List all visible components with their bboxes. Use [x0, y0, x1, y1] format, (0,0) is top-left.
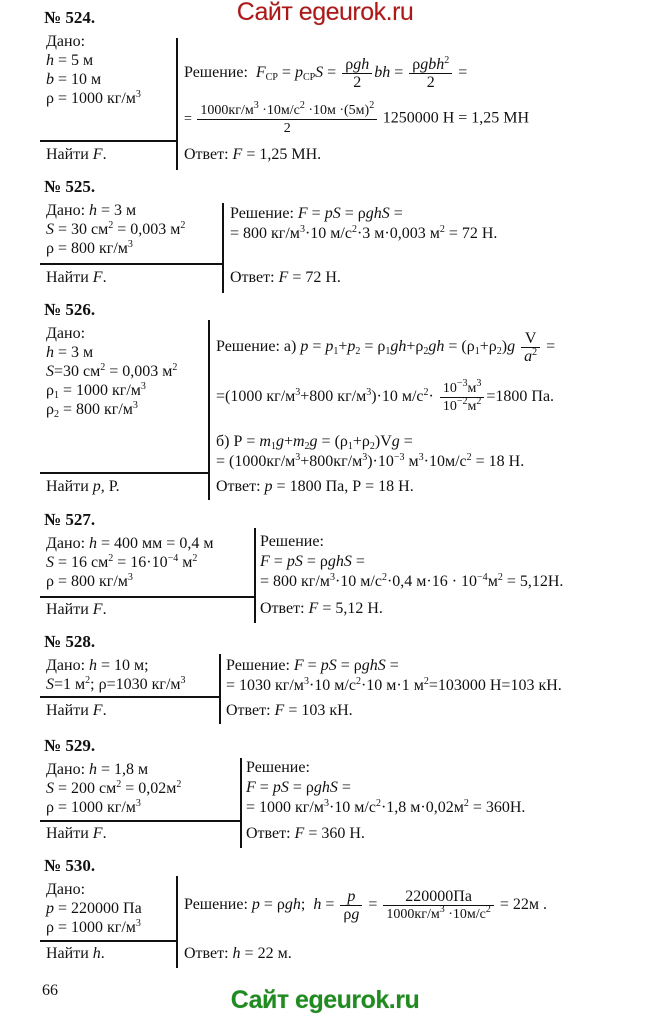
problem-number: № 529. [44, 736, 96, 755]
problem-525 [40, 177, 640, 292]
answer: Ответ: p = 1800 Па, Р = 18 Н. [216, 478, 414, 495]
given-item: p = 220000 Па [46, 900, 142, 917]
solution: Решение: p = ρgh; h = $\frac{p}{\rho g}$ = $\frac{220000Па}{1000кг/м^3 \cdot 10м/с^2}$ = 22м . [184, 888, 547, 923]
problem-526 [40, 300, 640, 502]
divider-line [208, 320, 210, 500]
given-item: ρ = 1000 $кг/м^3$ [46, 89, 141, 107]
find-label: Найти F. [46, 601, 107, 618]
problem-524 [40, 8, 640, 170]
given-block [46, 32, 141, 108]
given-label: Дано: [46, 33, 86, 50]
given-item: ρ = 1000 $кг/м^3$ [46, 918, 141, 936]
solution: Решение: F = pS = ρghS = = 1000 $кг/м^3\cdot 10$ $м/с^2\cdot 1,8$ $м\cdot 0,02м^2 = 360Н$. [246, 759, 526, 816]
given-item: $\rho_2 = 800$ $кг/м^3$ [46, 400, 138, 420]
given-item: S=1 $м^2$; ρ=1030 $кг/м^3$ [46, 675, 186, 693]
problem-number: № 526. [44, 300, 96, 319]
given-item: ρ = 800 $кг/м^3$ [46, 572, 133, 590]
divider-line [254, 528, 256, 623]
given-item: Дано: h = 1,8 м [46, 761, 149, 778]
problem-number: № 530. [44, 856, 96, 875]
problem-number: № 525. [44, 177, 96, 196]
divider-line [240, 758, 242, 848]
divider-line [40, 696, 220, 698]
given-item: ρ = 800 $кг/м^3$ [46, 239, 133, 257]
given-label: Дано: [46, 881, 86, 898]
site-watermark-bottom: Сайт egeurok.ru [230, 986, 420, 1014]
given-block [46, 760, 181, 817]
given-label: Дано: [46, 325, 86, 342]
solution: Решение: F = pS = ρghS = = 800 $кг/м^3\cdot 10$ $м/с^2\cdot 0,4$ $м\cdot 16 \cdot 10^{-4}м^2 = 5,12Н$. [260, 533, 564, 590]
answer: Ответ: F = 72 Н. [230, 269, 341, 286]
answer: Ответ: F = 103 кН. [226, 702, 353, 719]
find-label: Найти F. [46, 269, 107, 286]
divider-line [40, 940, 178, 942]
solution: Решение: F = pS = ρghS = = 800 $кг/м^3\cdot 10$ $м/с^2\cdot 3$ м·0,003 $м^2 = 72$ Н. [230, 205, 498, 242]
given-item: S = 30 $см^2 = 0,003$ $м^2$ [46, 220, 186, 238]
problem-527 [40, 510, 640, 622]
solution-a: Решение: а) $p = p_1+p_2 = \rho_1gh+\rho_2gh = (\rho_1+\rho_2)g$ $\frac{V}{a^2}$ = [216, 330, 556, 365]
given-item: b = 10 м [46, 71, 102, 88]
find-label: Найти F. [46, 146, 107, 163]
find-label: Найти p, Р. [46, 478, 120, 495]
given-item: ρ = 1000 $кг/м^3$ [46, 798, 141, 816]
page-number: 66 [42, 982, 58, 999]
answer: Ответ: F = 1,25 МН. [184, 146, 322, 163]
given-item: S=30 $см^2 = 0,003$ $м^2$ [46, 362, 178, 380]
problem-number: № 524. [44, 8, 96, 27]
divider-line [219, 654, 221, 724]
answer: Ответ: F = 360 Н. [246, 825, 365, 842]
find-label: Найти F. [46, 702, 107, 719]
given-block [46, 534, 213, 591]
divider-line [40, 140, 176, 142]
given-item: S = 200 $см^2 = 0,02м^2$ [46, 779, 182, 797]
given-block [46, 656, 186, 694]
solution-b: б) $Р = m_1g+m_2g = (\rho_1+\rho_2)Vg$ = = $(1000кг/м^3+800кг/м^3)\cdot 10^{-3}$ $м^3\cdot 10м/с^2 = 18$ Н. [216, 433, 525, 470]
solution: Решение: F = pS = ρghS = = 1030 $кг/м^3\cdot 10$ $м/с^2\cdot 10$ м·1 $м^2=103000$ Н=103 кН. [226, 657, 562, 694]
given-item: Дано: h = 3 м [46, 202, 137, 219]
given-item: Дано: h = 400 мм = 0,4 м [46, 535, 214, 552]
solution: Решение: $F_{СР} = p_{СР}S$ = $\frac{\text{ρgh}}{2}$ bh = $\frac{\rho gbh^2}{2}$ = [184, 55, 468, 91]
problem-530 [40, 856, 640, 971]
given-item: $\rho_1 = 1000$ $кг/м^3$ [46, 381, 146, 401]
problem-number: № 527. [44, 510, 96, 529]
answer: Ответ: F = 5,12 Н. [260, 600, 383, 617]
site-watermark-top: Сайт egeurok.ru [236, 0, 414, 26]
divider-line [222, 203, 224, 293]
divider-line [40, 472, 210, 474]
given-item: h = 5 м [46, 52, 94, 69]
given-item: h = 3 м [46, 344, 94, 361]
divider-line [176, 38, 178, 170]
given-block [46, 324, 177, 419]
solution-a-calc: =(1000 $кг/м^3+800$ $кг/м^3)\cdot 10$ $м/с^2\cdot$ $\frac{10^{-3}м^3}{10^{-2}м^2}$ =1800 Па. [216, 378, 555, 414]
answer: Ответ: h = 22 м. [184, 945, 292, 962]
given-block [46, 880, 142, 937]
given-block [46, 201, 185, 258]
solution-calc: = $\frac{1000кг/м^3 \cdot 10м/с^2 \cdot 10м \cdot(5м)^2}{2}$ 1250000 Н = 1,25 МН [184, 100, 530, 136]
divider-line [40, 820, 240, 822]
find-label: Найти h. [46, 945, 105, 962]
divider-line [40, 263, 222, 265]
divider-line [40, 596, 254, 598]
problem-529 [40, 736, 640, 848]
problem-number: № 528. [44, 632, 96, 651]
problem-528 [40, 632, 640, 724]
given-item: Дано: h = 10 м; [46, 657, 149, 674]
given-item: S = 16 $см^2 = 16\cdot 10^{-4}$ $м^2$ [46, 553, 198, 571]
find-label: Найти F. [46, 825, 107, 842]
divider-line [176, 876, 178, 968]
